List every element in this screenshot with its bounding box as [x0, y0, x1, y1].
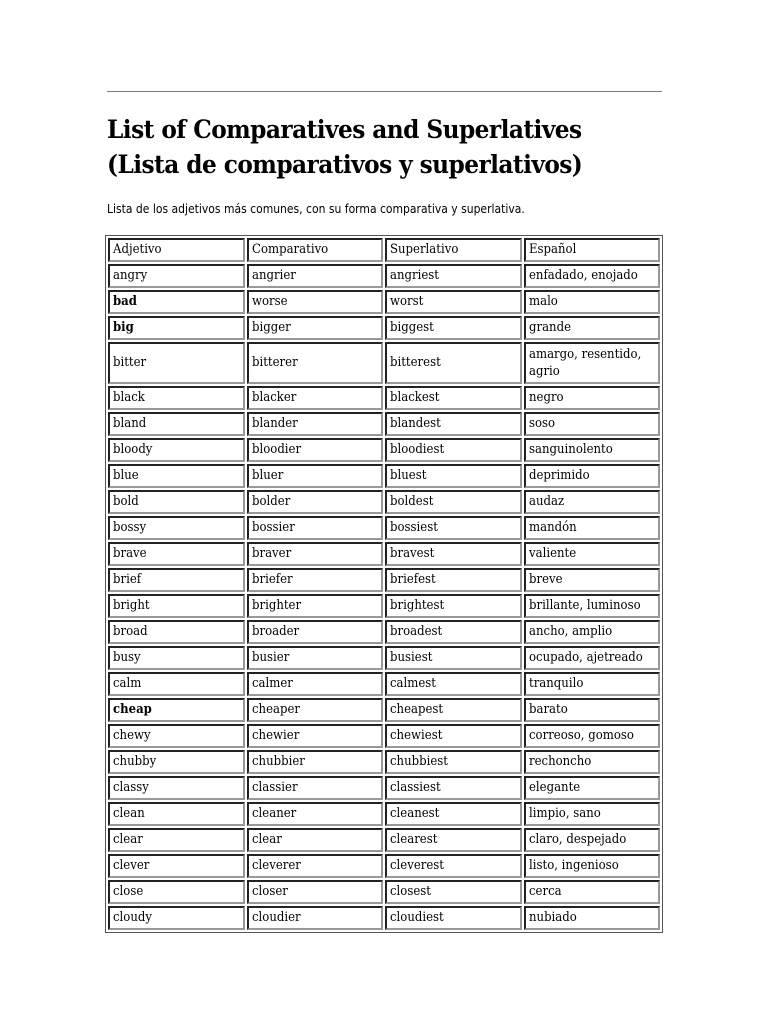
table-body — [108, 264, 660, 930]
cell-text: bolder — [251, 494, 290, 509]
cell-adjective — [108, 646, 245, 670]
cell-text: briefest — [390, 572, 436, 587]
table-row — [108, 464, 660, 488]
cell-superlative — [385, 342, 522, 384]
table-row — [108, 698, 660, 722]
cell-text: chewy — [113, 728, 151, 743]
cell-text: cloudy — [113, 910, 152, 925]
cell-superlative — [385, 724, 522, 748]
cell-text: cloudiest — [390, 910, 444, 925]
cell-text: bitterer — [251, 355, 298, 370]
cell-text: classy — [113, 780, 149, 795]
cell-spanish — [524, 594, 661, 618]
cell-comparative — [247, 386, 384, 410]
cell-text: briefer — [251, 572, 293, 587]
cell-comparative — [247, 290, 384, 314]
cell-spanish — [524, 516, 661, 540]
cell-comparative — [247, 542, 384, 566]
cell-comparative — [247, 620, 384, 644]
cell-spanish — [524, 438, 661, 462]
cell-text: malo — [528, 294, 558, 309]
table-row — [108, 386, 660, 410]
cell-spanish — [524, 880, 661, 904]
cell-text: nubiado — [528, 910, 577, 925]
cell-comparative — [247, 342, 384, 384]
table-row — [108, 620, 660, 644]
cell-text: listo, ingenioso — [528, 858, 619, 873]
cell-adjective — [108, 698, 245, 722]
cell-adjective — [108, 802, 245, 826]
cell-comparative — [247, 750, 384, 774]
cell-text: chewiest — [390, 728, 443, 743]
cell-text: bitter — [113, 355, 147, 370]
cell-text: bitterest — [390, 355, 441, 370]
cell-superlative — [385, 412, 522, 436]
cell-superlative — [385, 316, 522, 340]
cell-text: cleanest — [390, 806, 440, 821]
cell-text: correoso, gomoso — [528, 728, 634, 743]
cell-text: bluer — [251, 468, 283, 483]
cell-adjective — [108, 594, 245, 618]
cell-spanish — [524, 620, 661, 644]
cell-superlative — [385, 698, 522, 722]
cell-text: tranquilo — [528, 676, 583, 691]
cell-text: limpio, sano — [528, 806, 601, 821]
cell-text: bloodiest — [390, 442, 445, 457]
cell-superlative — [385, 802, 522, 826]
cell-text: sanguinolento — [528, 442, 613, 457]
cell-adjective — [108, 490, 245, 514]
table-row — [108, 568, 660, 592]
cell-comparative — [247, 516, 384, 540]
cell-text: bad — [113, 294, 137, 309]
cell-comparative — [247, 490, 384, 514]
cell-text: audaz — [528, 494, 564, 509]
cell-text: broader — [251, 624, 299, 639]
table-row — [108, 594, 660, 618]
cell-text: classiest — [390, 780, 441, 795]
cell-comparative — [247, 412, 384, 436]
cell-adjective — [108, 264, 245, 288]
cell-adjective — [108, 906, 245, 930]
table-row — [108, 906, 660, 930]
cell-superlative — [385, 854, 522, 878]
cell-text: calmest — [390, 676, 436, 691]
cell-superlative — [385, 620, 522, 644]
cell-text: cerca — [528, 884, 562, 899]
cell-text: busiest — [390, 650, 433, 665]
cell-text: brave — [113, 546, 147, 561]
cell-comparative — [247, 776, 384, 800]
cell-spanish — [524, 854, 661, 878]
cell-text: braver — [251, 546, 291, 561]
horizontal-rule — [107, 91, 662, 92]
cell-text: bold — [113, 494, 139, 509]
cell-adjective — [108, 750, 245, 774]
cell-text: cleaner — [251, 806, 296, 821]
cell-text: blandest — [390, 416, 441, 431]
table-row — [108, 490, 660, 514]
cell-spanish — [524, 750, 661, 774]
cell-text: closest — [390, 884, 431, 899]
cell-comparative — [247, 698, 384, 722]
cell-text: bright — [113, 598, 150, 613]
cell-adjective — [108, 776, 245, 800]
cell-spanish — [524, 802, 661, 826]
cell-text: barato — [528, 702, 568, 717]
cell-adjective — [108, 828, 245, 852]
cell-text: close — [113, 884, 144, 899]
cell-superlative — [385, 290, 522, 314]
cell-text: blue — [113, 468, 139, 483]
table-row — [108, 750, 660, 774]
cell-text: chubby — [113, 754, 157, 769]
cell-text: cheapest — [390, 702, 444, 717]
cell-text: calmer — [251, 676, 293, 691]
cell-spanish — [524, 646, 661, 670]
cell-spanish — [524, 672, 661, 696]
cell-superlative — [385, 438, 522, 462]
cell-comparative — [247, 828, 384, 852]
cell-adjective — [108, 672, 245, 696]
cell-text: deprimido — [528, 468, 590, 483]
cell-superlative — [385, 828, 522, 852]
cell-comparative — [247, 594, 384, 618]
cell-adjective — [108, 542, 245, 566]
cell-spanish — [524, 412, 661, 436]
table-row — [108, 290, 660, 314]
cell-text: negro — [528, 390, 564, 405]
cell-comparative — [247, 646, 384, 670]
cell-text: closer — [251, 884, 288, 899]
header-superlativo: Superlativo — [385, 238, 522, 262]
cell-comparative — [247, 438, 384, 462]
header-espanol: Español — [524, 238, 661, 262]
cell-spanish — [524, 568, 661, 592]
cell-spanish — [524, 316, 661, 340]
cell-adjective — [108, 568, 245, 592]
cell-adjective — [108, 386, 245, 410]
cell-text: brighter — [251, 598, 301, 613]
cell-text: angrier — [251, 268, 296, 283]
cell-text: busy — [113, 650, 141, 665]
cell-comparative — [247, 464, 384, 488]
cell-text: cheaper — [251, 702, 300, 717]
header-comparativo: Comparativo — [247, 238, 384, 262]
cell-text: bland — [113, 416, 147, 431]
cell-text: bluest — [390, 468, 427, 483]
cell-text: brightest — [390, 598, 445, 613]
table-row — [108, 316, 660, 340]
table-row — [108, 854, 660, 878]
cell-text: boldest — [390, 494, 434, 509]
cell-spanish — [524, 386, 661, 410]
cell-comparative — [247, 802, 384, 826]
cell-comparative — [247, 264, 384, 288]
cell-text: brillante, luminoso — [528, 598, 641, 613]
cell-text: clean — [113, 806, 145, 821]
cell-comparative — [247, 568, 384, 592]
table-row — [108, 264, 660, 288]
cell-superlative — [385, 776, 522, 800]
cell-adjective — [108, 724, 245, 748]
cell-text: soso — [528, 416, 555, 431]
table-row — [108, 438, 660, 462]
cell-superlative — [385, 464, 522, 488]
cell-superlative — [385, 672, 522, 696]
cell-superlative — [385, 880, 522, 904]
cell-text: amargo, resentido, agrio — [528, 347, 641, 379]
cell-superlative — [385, 264, 522, 288]
cell-spanish — [524, 264, 661, 288]
table-row — [108, 724, 660, 748]
cell-text: cheap — [113, 702, 152, 717]
cell-text: worse — [251, 294, 288, 309]
cell-superlative — [385, 386, 522, 410]
cell-adjective — [108, 438, 245, 462]
cell-text: busier — [251, 650, 289, 665]
cell-spanish — [524, 776, 661, 800]
table-row — [108, 542, 660, 566]
cell-superlative — [385, 542, 522, 566]
cell-adjective — [108, 412, 245, 436]
cell-text: clearest — [390, 832, 438, 847]
cell-text: chubbiest — [390, 754, 448, 769]
cell-adjective — [108, 464, 245, 488]
cell-text: grande — [528, 320, 571, 335]
cell-comparative — [247, 672, 384, 696]
cell-text: blacker — [251, 390, 296, 405]
page-title-line-1: List of Comparatives and Superlatives — [107, 115, 582, 144]
cell-text: biggest — [390, 320, 434, 335]
cell-text: enfadado, enojado — [528, 268, 638, 283]
cell-text: clever — [113, 858, 150, 873]
adjective-table — [105, 235, 663, 933]
cell-superlative — [385, 568, 522, 592]
table-row — [108, 412, 660, 436]
cell-text: bravest — [390, 546, 435, 561]
cell-superlative — [385, 516, 522, 540]
cell-text: blander — [251, 416, 298, 431]
cell-text: bigger — [251, 320, 291, 335]
table-header-row — [108, 238, 660, 262]
cell-comparative — [247, 316, 384, 340]
table-row — [108, 672, 660, 696]
cell-spanish — [524, 724, 661, 748]
cell-text: cleverest — [390, 858, 444, 873]
page-description: Lista de los adjetivos más comunes, con su forma comparativa y superlativa. — [107, 202, 525, 216]
cell-text: broad — [113, 624, 148, 639]
cell-text: chewier — [251, 728, 299, 743]
cell-spanish — [524, 542, 661, 566]
table-row — [108, 802, 660, 826]
cell-spanish — [524, 464, 661, 488]
cell-spanish — [524, 906, 661, 930]
cell-text: worst — [390, 294, 424, 309]
cell-text: ancho, amplio — [528, 624, 612, 639]
cell-text: blackest — [390, 390, 440, 405]
cell-spanish — [524, 342, 661, 384]
cell-adjective — [108, 342, 245, 384]
cell-text: broadest — [390, 624, 443, 639]
page-title-line-2: (Lista de comparativos y superlativos) — [107, 150, 583, 179]
cell-adjective — [108, 316, 245, 340]
cell-text: big — [113, 320, 134, 335]
cell-text: classier — [251, 780, 298, 795]
cell-text: angry — [113, 268, 148, 283]
cell-text: bossier — [251, 520, 295, 535]
cell-comparative — [247, 880, 384, 904]
cell-text: brief — [113, 572, 142, 587]
cell-adjective — [108, 290, 245, 314]
cell-superlative — [385, 750, 522, 774]
cell-text: angriest — [390, 268, 439, 283]
cell-comparative — [247, 854, 384, 878]
cell-text: rechoncho — [528, 754, 591, 769]
cell-text: bossiest — [390, 520, 438, 535]
cell-superlative — [385, 646, 522, 670]
cell-text: breve — [528, 572, 563, 587]
cell-superlative — [385, 490, 522, 514]
cell-spanish — [524, 290, 661, 314]
table-row — [108, 880, 660, 904]
cell-adjective — [108, 620, 245, 644]
cell-text: cleverer — [251, 858, 301, 873]
cell-spanish — [524, 490, 661, 514]
table-row — [108, 342, 660, 384]
cell-text: calm — [113, 676, 142, 691]
cell-comparative — [247, 906, 384, 930]
table-row — [108, 516, 660, 540]
cell-text: claro, despejado — [528, 832, 626, 847]
cell-text: clear — [251, 832, 282, 847]
cell-text: black — [113, 390, 145, 405]
table-row — [108, 776, 660, 800]
cell-text: cloudier — [251, 910, 301, 925]
cell-adjective — [108, 880, 245, 904]
cell-text: valiente — [528, 546, 576, 561]
cell-spanish — [524, 698, 661, 722]
cell-text: bloody — [113, 442, 153, 457]
table-row — [108, 646, 660, 670]
cell-text: bloodier — [251, 442, 301, 457]
cell-text: ocupado, ajetreado — [528, 650, 643, 665]
cell-text: mandón — [528, 520, 577, 535]
page-title — [107, 112, 623, 182]
header-adjetivo: Adjetivo — [108, 238, 245, 262]
table-row — [108, 828, 660, 852]
cell-superlative — [385, 906, 522, 930]
cell-adjective — [108, 854, 245, 878]
cell-text: clear — [113, 832, 143, 847]
cell-spanish — [524, 828, 661, 852]
cell-adjective — [108, 516, 245, 540]
cell-superlative — [385, 594, 522, 618]
cell-text: chubbier — [251, 754, 305, 769]
cell-text: bossy — [113, 520, 147, 535]
cell-text: elegante — [528, 780, 580, 795]
cell-comparative — [247, 724, 384, 748]
